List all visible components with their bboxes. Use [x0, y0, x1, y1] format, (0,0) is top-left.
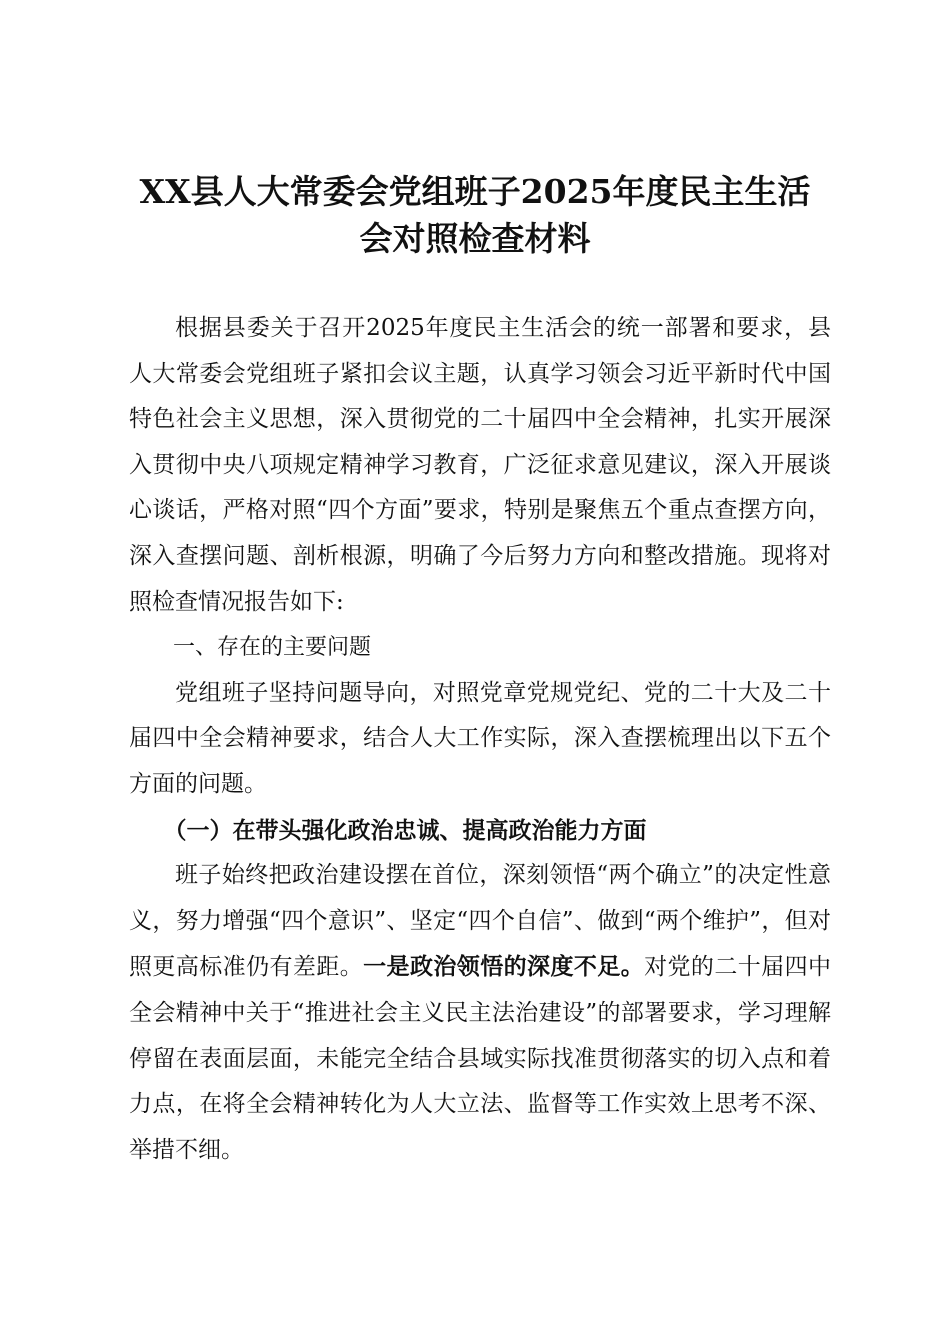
intro-paragraph: 根据县委关于召开2025年度民主生活会的统一部署和要求，县人大常委会党组班子紧扣会议主题，认真学习领会习近平新时代中国特色社会主义思想，深入贯彻党的二十届四中全会精神，扎实开展深入贯彻中央八项规定精神学习教育，广泛征求意见建议，深入开展谈心谈话，严格对照“四个方面”要求，特别是聚焦五个重点查摆方向，深入查摆问题、剖析根源，明确了今后努力方向和整改措施。现将对照检查情况报告如下:	[129, 315, 831, 615]
title-line-2: 会对照检查材料	[359, 219, 591, 258]
subsection-paragraph	[129, 853, 831, 1173]
document-title	[100, 168, 850, 262]
subsection-bold-point: 一是政治领悟的深度不足。	[363, 953, 645, 981]
document-body	[129, 306, 831, 1173]
section-paragraph: 党组班子坚持问题导向，对照党章党规党纪、党的二十大及二十届四中全会精神要求，结合人大工作实际，深入查摆梳理出以下五个方面的问题。	[129, 679, 831, 797]
subsection-heading: （一）在带头强化政治忠诚、提高政治能力方面	[163, 816, 647, 844]
title-line-1: XX县人大常委会党组班子2025年度民主生活	[139, 172, 811, 211]
section-heading: 一、存在的主要问题	[173, 635, 372, 661]
subsection-paragraph-start: 班子始终把政治建设摆在首位，深刻领悟“两个确立”的决定性意义，努力增强“四个意识”、坚定“四个自信”、做到“两个维护”，但对照更高标准仍有差距。	[129, 862, 831, 981]
subsection-paragraph-end: 对党的二十届四中全会精神中关于“推进社会主义民主法治建设”的部署要求，学习理解停留在表面层面，未能完全结合县域实际找准贯彻落实的切入点和着力点，在将全会精神转化为人大立法、监督等工作实效上思考不深、举措不细。	[129, 954, 832, 1163]
